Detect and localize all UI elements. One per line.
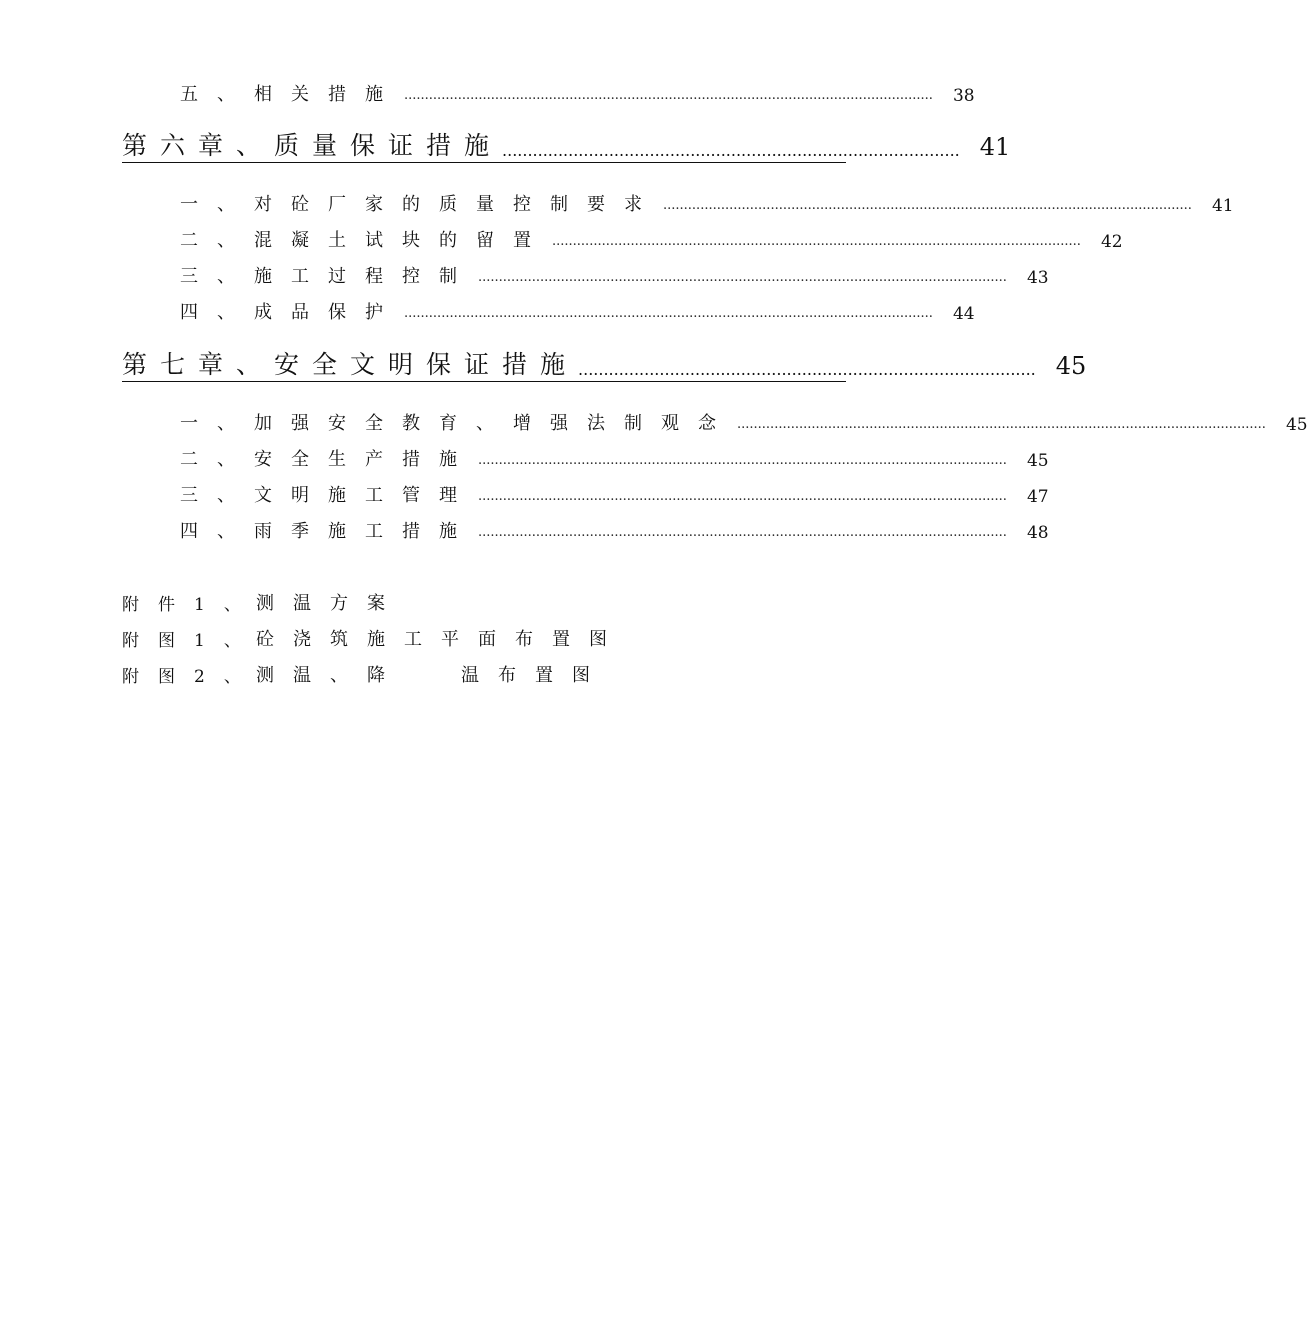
toc-page-number: 45 bbox=[1055, 352, 1087, 380]
dot-leader: .......................................................................................... bbox=[578, 360, 1036, 379]
attachment-figure-1 bbox=[122, 625, 626, 651]
toc-page-number: 43 bbox=[1026, 268, 1049, 288]
dot-leader: ................................................................................................................................ bbox=[552, 234, 1081, 249]
toc-entry-label: 二、安全生产措施 bbox=[180, 449, 476, 470]
attachment-prefix: 附图1、 bbox=[122, 631, 260, 651]
toc-entry-7-1 bbox=[180, 409, 1308, 435]
toc-entry-label: 三、施工过程控制 bbox=[180, 266, 476, 287]
toc-entry-label: 二、混凝土试块的留置 bbox=[180, 230, 550, 251]
dot-leader: ................................................................................................................................ bbox=[478, 525, 1007, 540]
toc-page-number: 41 bbox=[979, 133, 1011, 161]
toc-entry-label: 四、成品保护 bbox=[180, 302, 402, 323]
attachment-1 bbox=[122, 589, 404, 615]
toc-page-number: 44 bbox=[952, 304, 975, 324]
toc-entry-label: 一、对砼厂家的质量控制要求 bbox=[180, 194, 661, 215]
dot-leader: ................................................................................................................................ bbox=[663, 198, 1192, 213]
dot-leader: ................................................................................................................................ bbox=[404, 88, 933, 103]
toc-entry-6-1 bbox=[180, 190, 1234, 216]
toc-entry-6-4 bbox=[180, 298, 975, 324]
toc-entry-label: 四、雨季施工措施 bbox=[180, 521, 476, 542]
toc-page-number: 42 bbox=[1100, 232, 1123, 252]
toc-entry-label: 五、相关措施 bbox=[180, 84, 402, 105]
dot-leader: ................................................................................................................................ bbox=[478, 489, 1007, 504]
toc-entry-label: 三、文明施工管理 bbox=[180, 485, 476, 506]
attachment-prefix: 附图2、 bbox=[122, 667, 260, 687]
toc-page-number: 41 bbox=[1211, 196, 1234, 216]
attachment-title-part-a: 测温、降 bbox=[256, 665, 404, 686]
toc-page-number: 47 bbox=[1026, 487, 1049, 507]
toc-entry-7-3 bbox=[180, 481, 1049, 507]
toc-page-number: 48 bbox=[1026, 523, 1049, 543]
attachment-title-part-b: 温布置图 bbox=[461, 665, 609, 686]
toc-entry-7-4 bbox=[180, 517, 1049, 543]
dot-leader: ................................................................................................................................ bbox=[478, 270, 1007, 285]
chapter-title: 第七章、安全文明保证措施 bbox=[122, 350, 579, 379]
toc-entry-6-2 bbox=[180, 226, 1123, 252]
attachment-prefix: 附件1、 bbox=[122, 595, 260, 615]
toc-entry-6-3 bbox=[180, 262, 1049, 288]
attachment-title: 测温方案 bbox=[256, 593, 404, 614]
toc-chapter-6 bbox=[122, 122, 1011, 163]
chapter-title: 第六章、质量保证措施 bbox=[122, 131, 503, 160]
dot-leader: .......................................................................................... bbox=[502, 141, 960, 160]
attachment-title: 砼浇筑施工平面布置图 bbox=[256, 629, 626, 650]
dot-leader: ................................................................................................................................ bbox=[404, 306, 933, 321]
dot-leader: ................................................................................................................................ bbox=[737, 417, 1266, 432]
toc-entry-label: 一、加强安全教育、增强法制观念 bbox=[180, 413, 735, 434]
toc-page-number: 38 bbox=[952, 86, 975, 106]
toc-entry-5-related-measures bbox=[180, 80, 975, 106]
toc-entry-7-2 bbox=[180, 445, 1049, 471]
dot-leader: ................................................................................................................................ bbox=[478, 453, 1007, 468]
toc-page-number: 45 bbox=[1026, 451, 1049, 471]
attachment-figure-2 bbox=[122, 661, 609, 687]
toc-chapter-7 bbox=[122, 341, 1087, 382]
toc-page-number: 45 bbox=[1285, 415, 1308, 435]
